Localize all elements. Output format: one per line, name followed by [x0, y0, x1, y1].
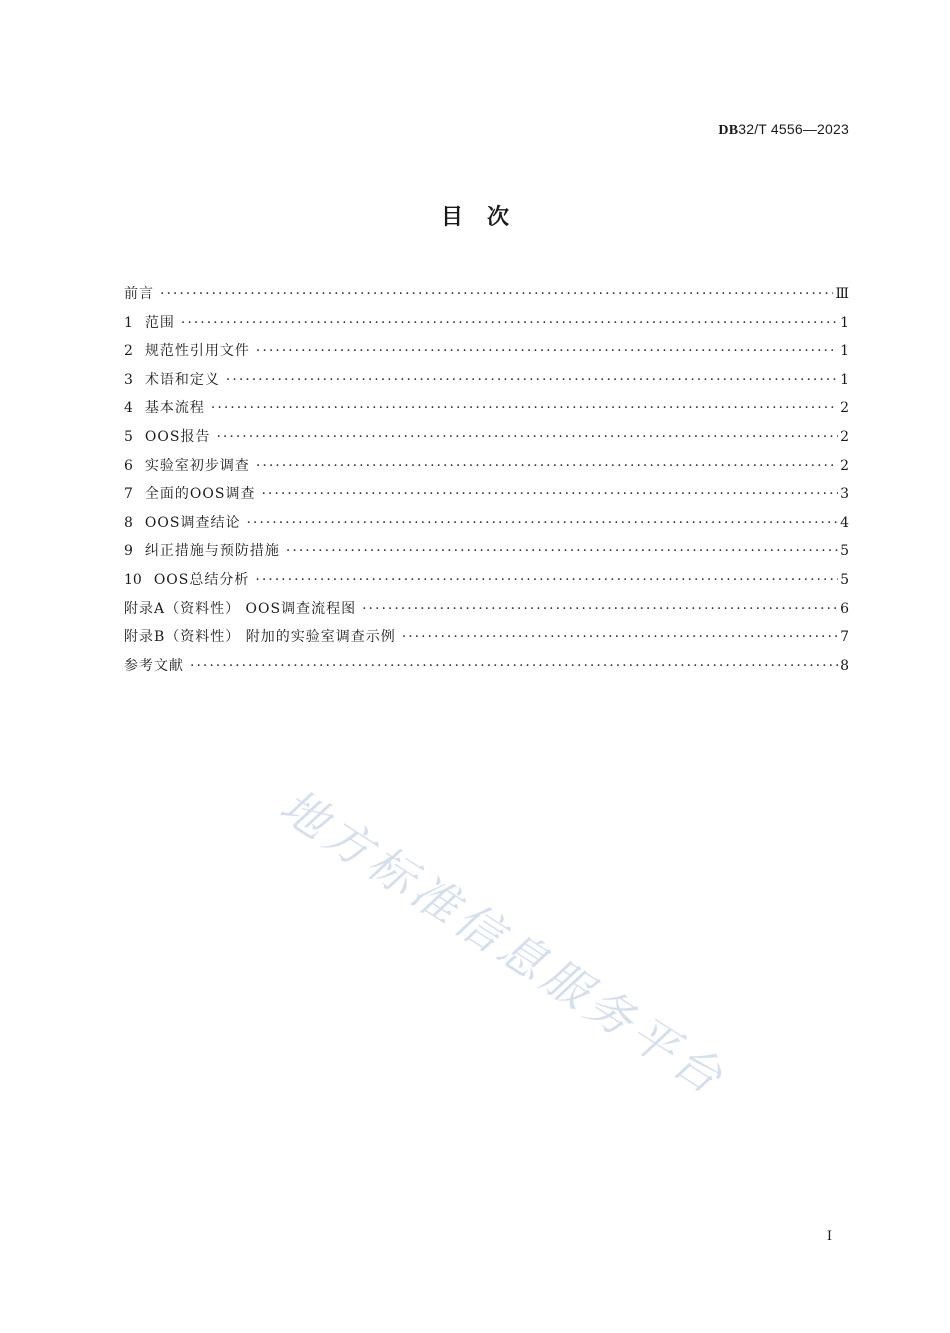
- toc-entry-page: 2: [840, 400, 849, 417]
- toc-entry[interactable]: [124, 366, 849, 395]
- toc-dot-leader: [286, 537, 838, 566]
- toc-dot-leader: [402, 623, 838, 652]
- toc-entry-label: OOS报告: [144, 428, 211, 445]
- toc-entry[interactable]: [124, 566, 849, 595]
- toc-entry-number: 7: [124, 486, 133, 503]
- toc-entry[interactable]: [124, 337, 849, 366]
- toc-dot-leader: [246, 509, 838, 538]
- toc-entry-number: 6: [124, 457, 133, 474]
- toc-entry-number: 8: [124, 514, 133, 531]
- toc-entry-label: 附录B（资料性） 附加的实验室调查示例: [124, 629, 396, 646]
- watermark: 地方标准信息服务平台: [270, 778, 737, 1107]
- toc-entry[interactable]: [124, 480, 849, 509]
- toc-entry-page: 7: [840, 629, 849, 646]
- toc-entry-label: 附录A（资料性） OOS调查流程图: [124, 600, 357, 617]
- toc-entry-page: 8: [840, 657, 849, 674]
- toc-entry-label: 实验室初步调查: [144, 457, 250, 474]
- toc-entry-page: 6: [840, 600, 849, 617]
- toc-dot-leader: [211, 394, 838, 423]
- toc-entry-page: 1: [840, 343, 849, 360]
- toc-entry-page: 3: [840, 486, 849, 503]
- toc-entry-label: 参考文献: [124, 657, 184, 674]
- toc-entry-label: 范围: [144, 314, 175, 331]
- toc-entry-label: 全面的OOS调查: [144, 486, 256, 503]
- toc-entry[interactable]: [124, 595, 849, 624]
- toc-entry-page: 2: [840, 457, 849, 474]
- toc-entry-page: 1: [840, 314, 849, 331]
- toc-dot-leader: [181, 309, 838, 338]
- toc-entry[interactable]: [124, 423, 849, 452]
- toc-title: 目次: [440, 205, 533, 230]
- toc-dot-leader: [226, 366, 838, 395]
- toc-entry-label: OOS调查结论: [144, 514, 241, 531]
- toc-entry-label: OOS总结分析: [153, 571, 250, 588]
- standard-code: [718, 121, 849, 139]
- toc-entry-page: Ⅲ: [835, 286, 849, 302]
- toc-entry-page: 5: [840, 571, 849, 588]
- toc-entry-label: 纠正措施与预防措施: [144, 543, 280, 560]
- toc-entry[interactable]: [124, 309, 849, 338]
- toc-entry[interactable]: [124, 537, 849, 566]
- toc-entry-page: 2: [840, 428, 849, 445]
- toc-entry[interactable]: [124, 280, 849, 309]
- toc-entry-label: 基本流程: [144, 400, 205, 417]
- toc-entry-label: 前言: [124, 286, 154, 302]
- toc-entry[interactable]: [124, 394, 849, 423]
- toc-dot-leader: [160, 280, 833, 309]
- toc-entry-number: 4: [124, 400, 133, 417]
- toc-entry-label: 规范性引用文件: [144, 343, 250, 360]
- toc-entry-number: 10: [124, 571, 142, 588]
- standard-code-prefix: DB: [718, 123, 739, 138]
- toc-entry-number: 5: [124, 428, 133, 445]
- toc-entry[interactable]: [124, 452, 849, 481]
- table-of-contents: [124, 280, 849, 680]
- toc-entry[interactable]: [124, 652, 849, 681]
- toc-entry-number: 3: [124, 371, 133, 388]
- toc-entry-page: 4: [840, 514, 849, 531]
- toc-dot-leader: [256, 337, 838, 366]
- toc-entry[interactable]: [124, 623, 849, 652]
- toc-entry[interactable]: [124, 509, 849, 538]
- toc-dot-leader: [362, 595, 838, 624]
- toc-entry-number: 1: [124, 314, 133, 331]
- toc-dot-leader: [255, 566, 838, 595]
- toc-entry-label: 术语和定义: [144, 371, 220, 388]
- toc-dot-leader: [190, 652, 838, 681]
- toc-dot-leader: [216, 423, 838, 452]
- toc-entry-number: 9: [124, 543, 133, 560]
- standard-code-number: 32/T 4556—2023: [738, 121, 849, 137]
- toc-dot-leader: [256, 452, 838, 481]
- toc-entry-page: 1: [840, 371, 849, 388]
- page-number: I: [826, 1229, 832, 1244]
- toc-entry-number: 2: [124, 343, 133, 360]
- toc-entry-page: 5: [840, 543, 849, 560]
- toc-dot-leader: [261, 480, 838, 509]
